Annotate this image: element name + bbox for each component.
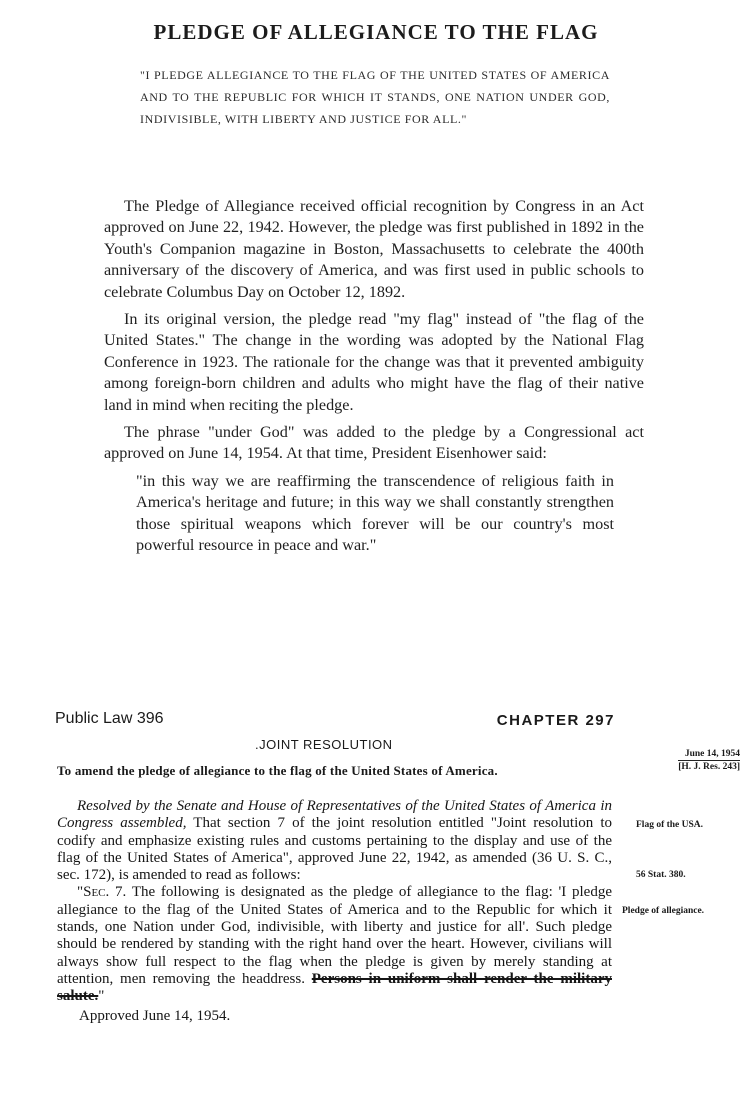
resolved-paragraph — [57, 798, 612, 884]
essay-paragraph-2: In its original version, the pledge read "my flag" instead of "the flag of the United States." The change in the wording was adopted by the National Flag Conference in 1923. The rationale for the change was that it prevented ambiguity among foreign-born children and adults who might have the flag of their native land in mind when reciting the pledge. — [104, 310, 644, 414]
margin-note-date — [628, 749, 740, 773]
chapter-label: CHAPTER 297 — [496, 712, 615, 729]
section-body: The following is designated as the pledge of allegiance to the flag: 'I pledge allegiance to the flag of the United States of America and to the Republic for which it stands, one Nation under God, indivisible, with liberty and justice for all'. Such pledge should be rendered by standing with the right hand over the heart. However, civilians will always show full respect to the flag when the pledge is given by merely standing at attention, men removing the headdress. — [57, 884, 613, 987]
resolution-text — [57, 798, 612, 1025]
essay-section — [104, 196, 644, 557]
margin-resolution-number: [H. J. Res. 243] — [678, 762, 740, 772]
resolved-body: That section 7 of the joint resolution entitled "Joint resolution to codify and emphasize existing rules and customs pertaining to the display and use of the flag of the United States of America", approved June 22, 1942, as amended (36 U. S. C., sec. 172), is amended to read as follows: — [57, 815, 613, 884]
public-law-label: Public Law 396 — [55, 710, 164, 727]
struck-sentence: Persons in uniform shall render the military salute. — [57, 970, 612, 1005]
page-title: PLEDGE OF ALLEGIANCE TO THE FLAG — [153, 20, 599, 44]
resolved-clause: Resolved by the Senate and House of Representatives of the United States of America in Congress assembled, — [57, 798, 612, 832]
law-header — [55, 710, 615, 730]
section-label: "Sec. 7. — [77, 884, 127, 901]
approved-line: Approved June 14, 1954. — [79, 1007, 231, 1024]
section-close-quote: " — [98, 988, 105, 1005]
margin-note-stat: 56 Stat. 380. — [636, 870, 686, 880]
margin-note-pledge: Pledge of allegiance. — [622, 906, 705, 916]
eisenhower-quote: "in this way we are reaffirming the transcendence of religious faith in America's heritage and future; in this way we shall constantly strengthen those spiritual weapons which forever will be our country's most powerful resource in peace and war." — [136, 471, 614, 555]
essay-paragraph-1: The Pledge of Allegiance received official recognition by Congress in an Act approved on June 22, 1942. However, the pledge was first published in 1892 in the Youth's Companion magazine in Boston, Massachusetts to celebrate the 400th anniversary of the discovery of America, and was first used in public schools to celebrate Columbus Day on October 12, 1892. — [104, 197, 644, 301]
margin-date: June 14, 1954 — [684, 749, 740, 759]
essay-paragraph-3: The phrase "under God" was added to the pledge by a Congressional act approved on June 14, 1954. At that time, President Eisenhower said: — [104, 423, 644, 463]
section-7-paragraph — [57, 884, 612, 1005]
amend-title: To amend the pledge of allegiance to the flag of the United States of America. — [57, 763, 498, 778]
joint-resolution-heading: .JOINT RESOLUTION — [255, 737, 393, 752]
margin-note-flag: Flag of the USA. — [636, 820, 704, 830]
pledge-text: "I PLEDGE ALLEGIANCE TO THE FLAG OF THE UNITED STATES OF AMERICA AND TO THE REPUBLIC FOR WHICH IT STANDS, ONE NATION UNDER GOD, INDIVISIBLE, WITH LIBERTY AND JUSTICE FOR ALL." — [140, 68, 610, 126]
